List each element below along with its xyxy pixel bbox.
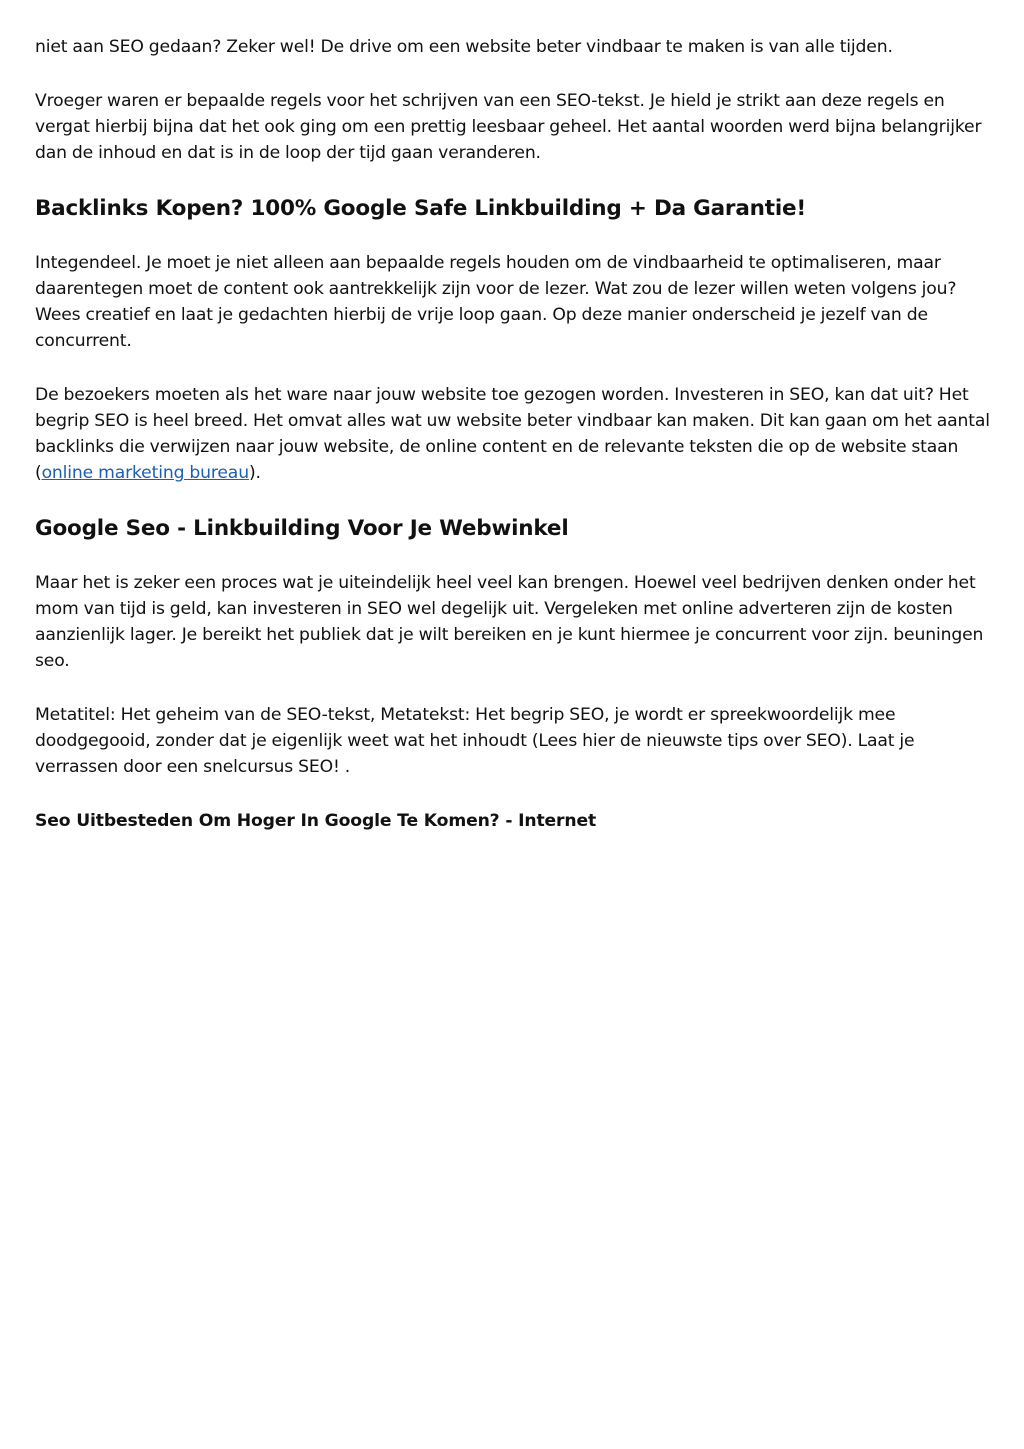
online-marketing-bureau-link[interactable]: online marketing bureau <box>41 463 249 483</box>
heading-backlinks: Backlinks Kopen? 100% Google Safe Linkbuilding + Da Garantie! <box>35 196 806 221</box>
document-page <box>35 34 995 834</box>
paragraph-vroeger: Vroeger waren er bepaalde regels voor het schrijven van een SEO-tekst. Je hield je strikt aan deze regels en vergat hierbij bijna dat het ook ging om een prettig leesbaar geheel. Het aantal woorden werd bijna belangrijker dan de inhoud en dat is in de loop der tijd gaan veranderen. <box>35 91 982 163</box>
paragraph-intro: niet aan SEO gedaan? Zeker wel! De drive om een website beter vindbaar te maken is van alle tijden. <box>35 37 893 57</box>
paragraph-integendeel: Integendeel. Je moet je niet alleen aan bepaalde regels houden om de vindbaarheid te optimaliseren, maar daarentegen moet de content ook aantrekkelijk zijn voor de lezer. Wat zou de lezer willen weten volgens jou? Wees creatief en laat je gedachten hierbij de vrije loop gaan. Op deze manier onderscheid je jezelf van de concurrent. <box>35 253 957 351</box>
paragraph-metatitel: Metatitel: Het geheim van de SEO-tekst, Metatekst: Het begrip SEO, je wordt er spreekwoordelijk mee doodgegooid, zonder dat je eigenlijk weet wat het inhoudt (Lees hier de nieuwste tips over SEO). Laat je verrassen door een snelcursus SEO! . <box>35 705 915 777</box>
paragraph-maar: Maar het is zeker een proces wat je uiteindelijk heel veel kan brengen. Hoewel veel bedrijven denken onder het mom van tijd is geld, kan investeren in SEO wel degelijk uit. Vergeleken met online adverteren zijn de kosten aanzienlijk lager. Je bereikt het publiek dat je wilt bereiken en je kunt hiermee je concurrent voor zijn. beuningen seo. <box>35 573 984 671</box>
heading-uitbesteden: Seo Uitbesteden Om Hoger In Google Te Komen? - Internet <box>35 811 597 831</box>
heading-google-seo: Google Seo - Linkbuilding Voor Je Webwinkel <box>35 516 569 541</box>
paragraph-bezoekers-text: De bezoekers moeten als het ware naar jouw website toe gezogen worden. Investeren in SEO, kan dat uit? Het begrip SEO is heel breed. Het omvat alles wat uw website beter vindbaar kan maken. Dit kan gaan om het aantal backlinks die verwijzen naar jouw website, de online content en de relevante teksten die op de website staan ( <box>35 385 990 483</box>
paragraph-bezoekers-close: ). <box>248 463 261 483</box>
paragraph-bezoekers <box>35 382 995 486</box>
